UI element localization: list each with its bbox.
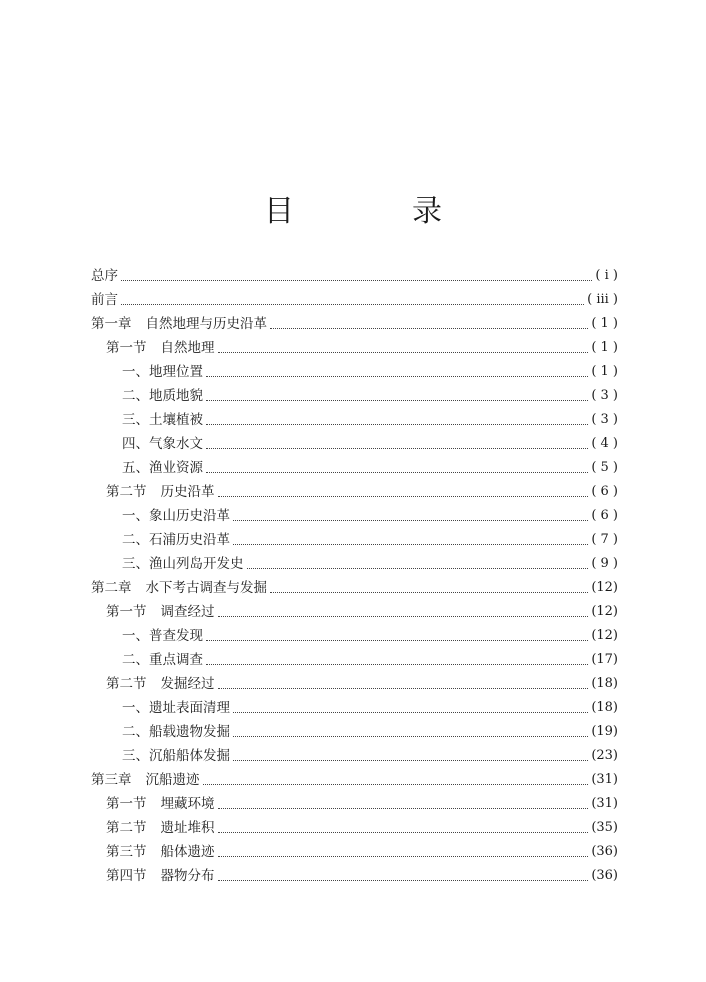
dot-leader bbox=[218, 672, 589, 696]
toc-entry-text: 遗址堆积 bbox=[160, 820, 215, 836]
toc-entry[interactable] bbox=[91, 816, 618, 840]
dot-leader bbox=[270, 312, 588, 336]
toc-entry-label bbox=[122, 408, 203, 432]
toc-entry-number: 第一节 bbox=[106, 796, 147, 812]
dot-leader bbox=[206, 432, 588, 456]
toc-entry-label bbox=[91, 288, 118, 312]
toc-entry-text: 四、气象水文 bbox=[122, 436, 203, 452]
dot-leader bbox=[233, 720, 588, 744]
toc-entry-label bbox=[122, 696, 230, 720]
toc-entry[interactable] bbox=[91, 360, 618, 384]
dot-leader bbox=[233, 696, 588, 720]
toc-entry[interactable] bbox=[91, 576, 618, 600]
toc-entry[interactable] bbox=[91, 696, 618, 720]
toc-entry-label bbox=[106, 792, 215, 816]
toc-entry[interactable] bbox=[91, 312, 618, 336]
toc-entry-label bbox=[106, 864, 215, 888]
dot-leader bbox=[121, 264, 592, 288]
toc-entry-label bbox=[122, 360, 203, 384]
toc-page-number: ( 4 ) bbox=[591, 436, 618, 451]
toc-entry-text: 三、沉船船体发掘 bbox=[122, 748, 230, 764]
toc-entry-number: 第三章 bbox=[91, 772, 132, 788]
toc-entry-number: 第四节 bbox=[106, 868, 147, 884]
table-of-contents bbox=[91, 264, 618, 888]
toc-entry[interactable] bbox=[91, 864, 618, 888]
toc-entry[interactable] bbox=[91, 336, 618, 360]
dot-leader bbox=[218, 864, 589, 888]
dot-leader bbox=[206, 648, 588, 672]
toc-entry-text: 三、渔山列岛开发史 bbox=[122, 556, 244, 572]
toc-entry-number: 第一节 bbox=[106, 604, 147, 620]
toc-entry[interactable] bbox=[91, 384, 618, 408]
toc-entry-number: 第一节 bbox=[106, 340, 147, 356]
toc-entry[interactable] bbox=[91, 648, 618, 672]
toc-entry[interactable] bbox=[91, 624, 618, 648]
toc-page-number: (36) bbox=[591, 868, 618, 883]
toc-entry-text: 水下考古调查与发掘 bbox=[145, 580, 267, 596]
toc-entry-number: 第三节 bbox=[106, 844, 147, 860]
dot-leader bbox=[206, 384, 588, 408]
page-title: 目 录 bbox=[264, 194, 486, 229]
dot-leader bbox=[206, 456, 588, 480]
toc-entry-label bbox=[122, 552, 244, 576]
toc-entry-label bbox=[91, 264, 118, 288]
dot-leader bbox=[247, 552, 589, 576]
toc-entry[interactable] bbox=[91, 456, 618, 480]
toc-page-number: ( 6 ) bbox=[591, 508, 618, 523]
toc-entry-label bbox=[91, 312, 267, 336]
dot-leader bbox=[206, 624, 588, 648]
toc-entry-label bbox=[106, 336, 215, 360]
toc-page-number: ( 1 ) bbox=[591, 364, 618, 379]
toc-page-number: (12) bbox=[591, 604, 618, 619]
dot-leader bbox=[233, 504, 588, 528]
dot-leader bbox=[218, 816, 589, 840]
toc-entry[interactable] bbox=[91, 480, 618, 504]
toc-entry[interactable] bbox=[91, 744, 618, 768]
toc-page-number: (31) bbox=[591, 796, 618, 811]
toc-page-number: ( 9 ) bbox=[591, 556, 618, 571]
toc-entry-text: 船体遗迹 bbox=[160, 844, 215, 860]
toc-page-number: (36) bbox=[591, 844, 618, 859]
toc-entry-label bbox=[106, 816, 215, 840]
toc-entry[interactable] bbox=[91, 264, 618, 288]
toc-entry-text: 前言 bbox=[91, 292, 118, 308]
dot-leader bbox=[218, 336, 589, 360]
toc-entry-label bbox=[106, 840, 215, 864]
toc-entry-text: 一、象山历史沿革 bbox=[122, 508, 230, 524]
toc-page-number: ( 3 ) bbox=[591, 412, 618, 427]
toc-page-number: (31) bbox=[591, 772, 618, 787]
dot-leader bbox=[218, 840, 589, 864]
toc-entry[interactable] bbox=[91, 528, 618, 552]
toc-page-number: (18) bbox=[591, 700, 618, 715]
toc-entry-text: 发掘经过 bbox=[160, 676, 215, 692]
toc-entry[interactable] bbox=[91, 408, 618, 432]
toc-page-number: ( 3 ) bbox=[591, 388, 618, 403]
toc-entry-text: 沉船遗迹 bbox=[145, 772, 200, 788]
toc-entry-text: 埋藏环境 bbox=[160, 796, 215, 812]
toc-entry-text: 五、渔业资源 bbox=[122, 460, 203, 476]
toc-entry-number: 第二节 bbox=[106, 484, 147, 500]
toc-entry[interactable] bbox=[91, 840, 618, 864]
toc-entry-text: 调查经过 bbox=[160, 604, 215, 620]
toc-entry-text: 二、船载遗物发掘 bbox=[122, 724, 230, 740]
toc-entry-text: 自然地理 bbox=[160, 340, 215, 356]
toc-page-number: (19) bbox=[591, 724, 618, 739]
toc-entry-label bbox=[122, 720, 230, 744]
toc-entry-label bbox=[106, 480, 215, 504]
toc-entry-text: 一、普查发现 bbox=[122, 628, 203, 644]
toc-entry[interactable] bbox=[91, 288, 618, 312]
toc-entry-label bbox=[122, 624, 203, 648]
dot-leader bbox=[121, 288, 584, 312]
toc-page-number: (12) bbox=[591, 580, 618, 595]
toc-entry-label bbox=[122, 432, 203, 456]
toc-entry-text: 二、石浦历史沿革 bbox=[122, 532, 230, 548]
toc-entry-number: 第二章 bbox=[91, 580, 132, 596]
dot-leader bbox=[206, 408, 588, 432]
toc-page-number: ( 1 ) bbox=[591, 316, 618, 331]
toc-entry-label bbox=[106, 672, 215, 696]
toc-entry-number: 第一章 bbox=[91, 316, 132, 332]
toc-page-number: ( iii ) bbox=[587, 292, 618, 307]
dot-leader bbox=[270, 576, 588, 600]
toc-entry[interactable] bbox=[91, 792, 618, 816]
dot-leader bbox=[233, 528, 588, 552]
toc-entry-text: 二、地质地貌 bbox=[122, 388, 203, 404]
toc-entry-text: 三、土壤植被 bbox=[122, 412, 203, 428]
toc-entry-text: 总序 bbox=[91, 268, 118, 284]
dot-leader bbox=[218, 792, 589, 816]
toc-entry[interactable] bbox=[91, 672, 618, 696]
toc-entry-text: 历史沿革 bbox=[160, 484, 215, 500]
toc-entry-label bbox=[106, 600, 215, 624]
toc-entry-text: 一、地理位置 bbox=[122, 364, 203, 380]
dot-leader bbox=[206, 360, 588, 384]
toc-entry-label bbox=[122, 384, 203, 408]
toc-page-number: (35) bbox=[591, 820, 618, 835]
toc-page-number: ( 6 ) bbox=[591, 484, 618, 499]
dot-leader bbox=[203, 768, 589, 792]
toc-page-number: (17) bbox=[591, 652, 618, 667]
dot-leader bbox=[218, 480, 589, 504]
toc-entry-label bbox=[122, 648, 203, 672]
toc-entry[interactable] bbox=[91, 432, 618, 456]
dot-leader bbox=[233, 744, 588, 768]
toc-entry-number: 第二节 bbox=[106, 676, 147, 692]
toc-entry[interactable] bbox=[91, 768, 618, 792]
toc-entry-label bbox=[122, 744, 230, 768]
toc-entry-label bbox=[122, 528, 230, 552]
toc-entry[interactable] bbox=[91, 600, 618, 624]
toc-entry-label bbox=[122, 456, 203, 480]
toc-entry-text: 一、遗址表面清理 bbox=[122, 700, 230, 716]
toc-entry-text: 自然地理与历史沿革 bbox=[145, 316, 267, 332]
toc-entry-label bbox=[91, 768, 200, 792]
toc-entry-label bbox=[122, 504, 230, 528]
dot-leader bbox=[218, 600, 589, 624]
toc-entry[interactable] bbox=[91, 552, 618, 576]
toc-entry-number: 第二节 bbox=[106, 820, 147, 836]
toc-page-number: (23) bbox=[591, 748, 618, 763]
toc-page-number: ( i ) bbox=[595, 268, 618, 283]
toc-entry[interactable] bbox=[91, 504, 618, 528]
toc-entry-text: 二、重点调查 bbox=[122, 652, 203, 668]
toc-entry-label bbox=[91, 576, 267, 600]
toc-page-number: ( 7 ) bbox=[591, 532, 618, 547]
toc-page-number: ( 5 ) bbox=[591, 460, 618, 475]
toc-entry-text: 器物分布 bbox=[160, 868, 215, 884]
toc-page-number: (12) bbox=[591, 628, 618, 643]
toc-page-number: ( 1 ) bbox=[591, 340, 618, 355]
toc-page-number: (18) bbox=[591, 676, 618, 691]
toc-entry[interactable] bbox=[91, 720, 618, 744]
